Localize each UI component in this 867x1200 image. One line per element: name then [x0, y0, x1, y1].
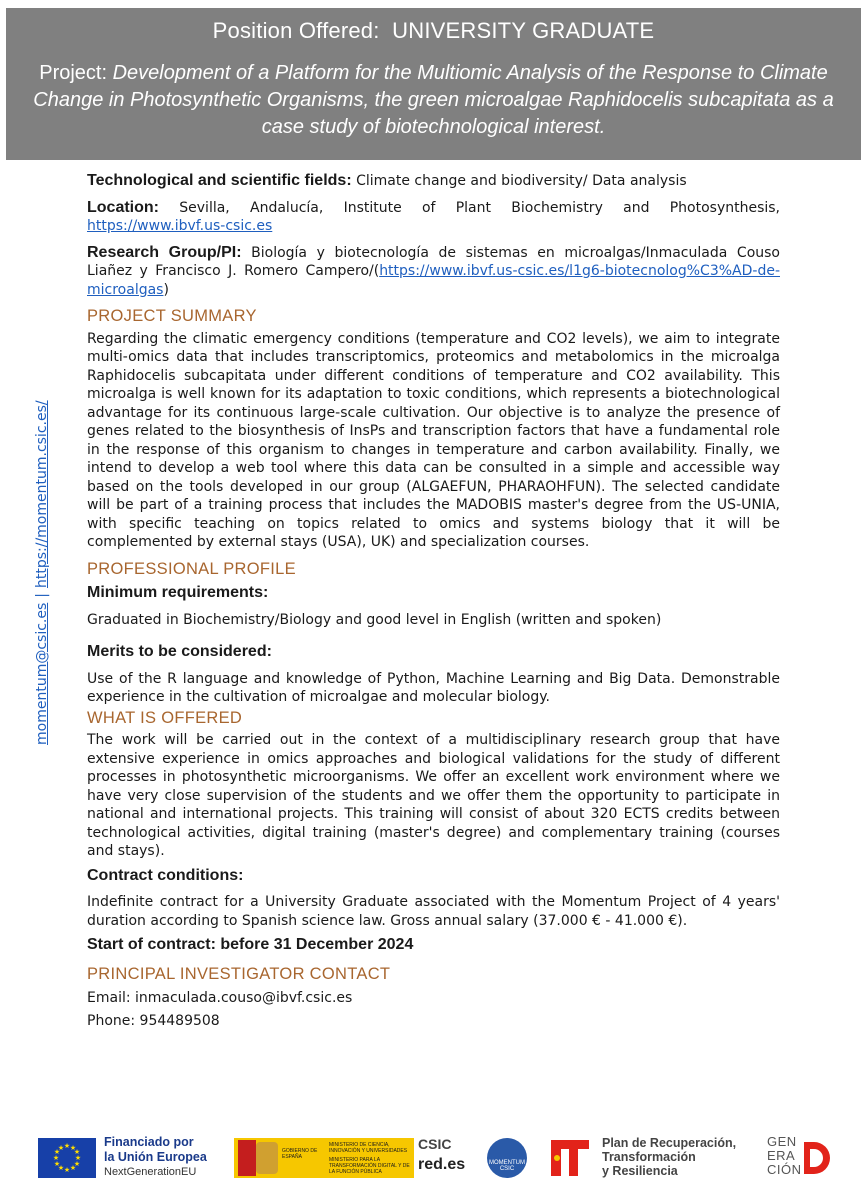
redes-label: red.es — [418, 1156, 466, 1173]
prtr-line1: Plan de Recuperación, — [602, 1136, 737, 1150]
csic-label: CSIC — [418, 1136, 452, 1152]
tech-fields-value: Climate change and biodiversity/ Data analysis — [356, 173, 687, 189]
generacion-logo-text — [767, 1135, 802, 1177]
position-title — [6, 18, 861, 44]
eu-funding-text — [104, 1135, 207, 1180]
svg-text:★: ★ — [69, 1144, 77, 1152]
location-value: Sevilla, Andalucía, Institute of Plant Biochemistry and Photosynthesis, — [179, 199, 781, 216]
sidebar-separator: | — [34, 593, 50, 598]
spain-flag-icon — [238, 1140, 256, 1176]
footer-logos — [0, 1130, 867, 1190]
research-group-close: ) — [163, 281, 169, 298]
eu-flag-icon — [38, 1138, 96, 1178]
prtr-logo-icon — [549, 1136, 593, 1180]
svg-text:★: ★ — [57, 1144, 65, 1152]
sidebar-url-link[interactable]: https://momentum.csic.es/ — [34, 400, 50, 589]
project-title — [12, 60, 855, 141]
svg-text:★: ★ — [53, 1148, 61, 1156]
svg-text:★: ★ — [73, 1148, 81, 1156]
eu-line1: Financiado por — [104, 1135, 194, 1149]
gov-ministry2: MINISTERIO PARA LA TRANSFORMACIÓN DIGITAL Y DE LA FUNCIÓN PÚBLICA — [329, 1157, 410, 1175]
research-group-link[interactable]: https://www.ibvf.us-csic.es/l1g6-biotecnolog%C3%AD-de-microalgas — [87, 263, 780, 298]
svg-text:★: ★ — [52, 1154, 60, 1162]
merits-label: Merits to be considered: — [87, 643, 272, 660]
eu-line2: la Unión Europea — [104, 1150, 207, 1164]
prtr-text — [602, 1136, 736, 1178]
top-margin — [0, 0, 867, 8]
project-label: Project: — [39, 62, 108, 84]
minimum-requirements-label: Minimum requirements: — [87, 584, 269, 601]
eu-line3: NextGenerationEU — [104, 1166, 197, 1178]
spanish-government-logo — [234, 1138, 414, 1178]
location-link[interactable]: https://www.ibvf.us-csic.es — [87, 218, 273, 234]
tech-fields — [87, 172, 780, 191]
project-summary-heading: PROJECT SUMMARY — [87, 307, 257, 325]
gov-label: GOBIERNO DE ESPAÑA — [282, 1148, 318, 1160]
position-value: UNIVERSITY GRADUATE — [392, 18, 655, 43]
svg-text:★: ★ — [69, 1164, 77, 1172]
generacion-d-icon — [800, 1138, 830, 1178]
gen-line1: GEN — [767, 1134, 797, 1149]
eu-stars-icon — [38, 1138, 96, 1178]
sidebar-email-link[interactable]: momentum@csic.es — [34, 602, 50, 745]
svg-text:★: ★ — [63, 1166, 71, 1174]
location — [87, 199, 780, 236]
pi-phone: Phone: 954489508 — [87, 1012, 220, 1029]
svg-text:★: ★ — [73, 1160, 81, 1168]
project-summary-text: Regarding the climatic emergency conditions (temperature and CO2 levels), we aim to integrate multi-omics data that includes transcriptomics, proteomics and metabolomics in the microalga Raphidocelis subcapitata under different conditions of temperature and CO2 availability. This microalga is well known for its adaptation to toxic conditions, which represents a biotechnological advantage for its continuous large-scale cultivation. Our objective is to analyze the presence of genes related to the biosynthesis of InsPs and transcription factors that have a fundamental role in the response of this organism to changes in temperature and carbon availability. Finally, we intend to develop a web tool where this data can be consulted in a simple and accessible way based on the tools developed in our group (ALGAEFUN, PHARAOHFUN). The selected candidate will be part of a training process that includes the MADOBIS master's degree from the US-UNIA, with specific teaching on topics related to omics and systems biology that it will be complemented by external stays (USA), UK) and specialization courses. — [87, 330, 780, 550]
professional-profile-heading: PROFESSIONAL PROFILE — [87, 559, 296, 578]
momentum-badge: MOMENTUM CSIC — [487, 1138, 527, 1178]
prtr-line2: Transformación — [602, 1150, 696, 1164]
tech-fields-label: Technological and scientific fields: — [87, 172, 352, 189]
pi-email: Email: inmaculada.couso@ibvf.csic.es — [87, 990, 353, 1006]
csic-redes-logo — [418, 1136, 465, 1174]
gov-ministries — [329, 1142, 411, 1175]
minimum-requirements-text: Graduated in Biochemistry/Biology and good level in English (written and spoken) — [87, 611, 662, 628]
what-is-offered-text: The work will be carried out in the context of a multidisciplinary research group that have extensive experience in omics approaches and biological validations for the study of different processes in photosynthetic microorganisms. We offer an excellent work environment where we have very close supervision of the students and we offer them the opportunity to participate in national and international projects. This training will consist of about 320 ECTS credits between technological activities, digital training (master's degree) and complementary training (courses and stays). — [87, 732, 780, 859]
main-content — [87, 172, 780, 1030]
header-banner — [6, 8, 861, 160]
svg-text:★: ★ — [57, 1164, 65, 1172]
sidebar-contact — [34, 400, 50, 745]
contract-conditions-label: Contract conditions: — [87, 866, 244, 884]
prtr-line3: y Resiliencia — [602, 1164, 678, 1178]
spain-crest-icon — [256, 1142, 278, 1174]
what-is-offered-heading: WHAT IS OFFERED — [87, 708, 243, 727]
position-label: Position Offered: — [212, 18, 380, 43]
research-group-label: Research Group/PI: — [87, 243, 242, 261]
merits-text: Use of the R language and knowledge of Python, Machine Learning and Big Data. Demonstrable experience in the cultivation of microalgae and molecular biology. — [87, 670, 780, 705]
gen-line3: CIÓN — [767, 1162, 802, 1177]
svg-text:★: ★ — [63, 1142, 71, 1150]
location-label: Location: — [87, 198, 159, 216]
research-group — [87, 244, 780, 300]
svg-text:★: ★ — [53, 1160, 61, 1168]
pi-contact-heading: PRINCIPAL INVESTIGATOR CONTACT — [87, 964, 391, 983]
research-group-value: Biología y biotecnología de sistemas en microalgas/Inmaculada Couso Liañez y Francisco J. Romero Campero/( — [87, 244, 780, 279]
contract-start: Start of contract: before 31 December 2024 — [87, 936, 414, 953]
svg-text:★: ★ — [74, 1154, 82, 1162]
gen-line2: ERA — [767, 1148, 796, 1163]
gov-ministry1: MINISTERIO DE CIENCIA, INNOVACIÓN Y UNIVERSIDADES — [329, 1142, 408, 1154]
project-name: Development of a Platform for the Multiomic Analysis of the Response to Climate Change in Photosynthetic Organisms, the green microalgae Raphidocelis subcapitata as a case study of biotechnological interest. — [33, 62, 834, 138]
contract-conditions-text: Indefinite contract for a University Graduate associated with the Momentum Project of 4 years' duration according to Spanish science law. Gross annual salary (37.000 € - 41.000 €). — [87, 894, 780, 929]
